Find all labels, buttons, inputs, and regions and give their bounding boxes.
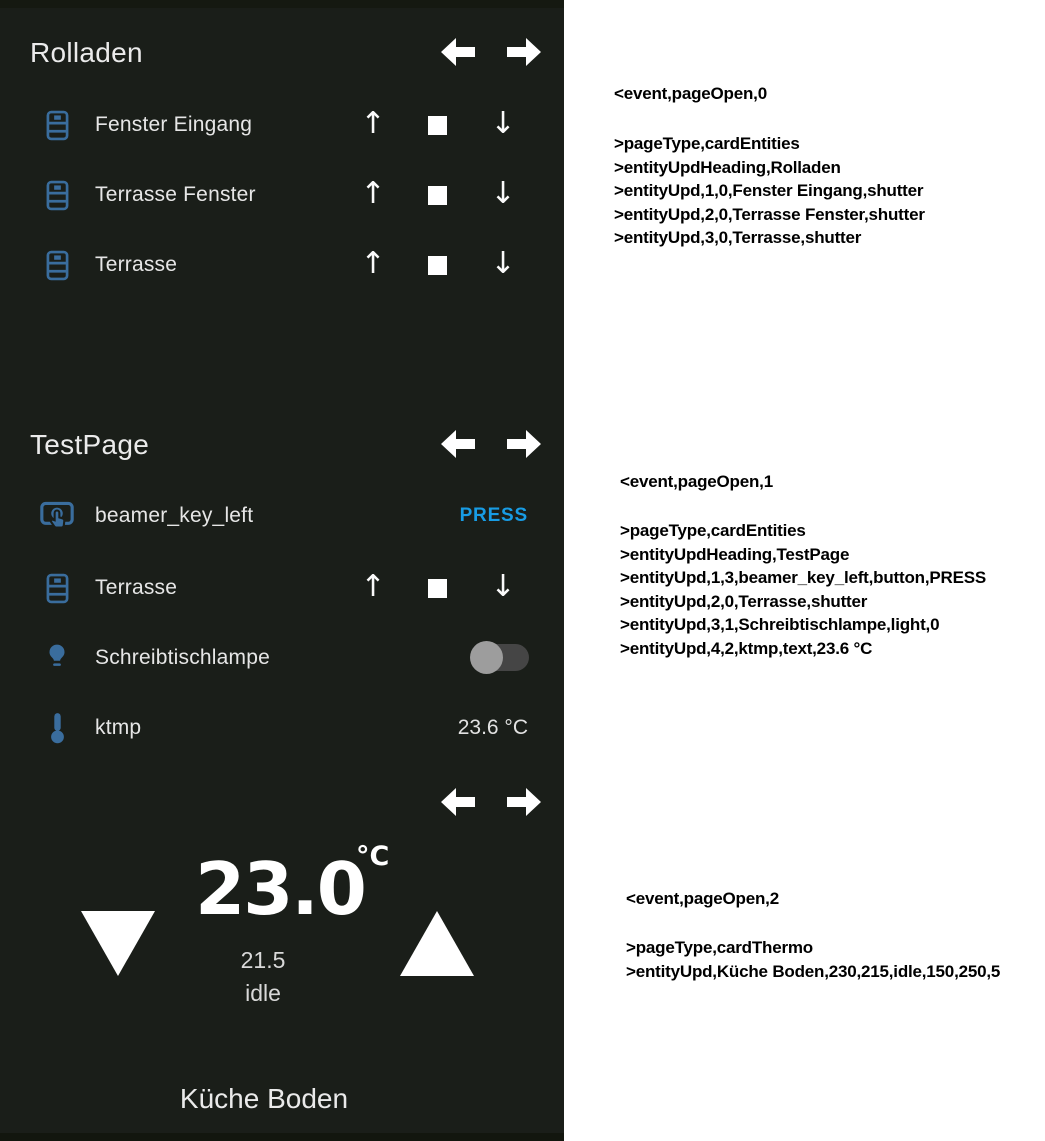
log-line: >pageType,cardEntities (620, 521, 806, 540)
thermostat-name: Küche Boden (179, 1083, 349, 1114)
log-event-line: <event,pageOpen,0 (614, 84, 767, 103)
gesture-tap-icon (39, 492, 75, 540)
log-line: >pageType,cardThermo (626, 938, 813, 957)
shutter-stop-button[interactable] (428, 116, 447, 135)
shutter-stop-button[interactable] (428, 579, 447, 598)
hvac-state: idle (245, 980, 281, 1006)
log-line: >entityUpd,3,1,Schreibtischlampe,light,0 (620, 615, 940, 635)
entity-label: Schreibtischlampe (95, 646, 270, 669)
arrow-left-icon (436, 427, 480, 461)
nav-next-button[interactable] (502, 32, 546, 72)
shutter-up-button[interactable]: ↑ (360, 246, 386, 281)
log-line: >entityUpdHeading,Rolladen (614, 157, 841, 177)
log-block (620, 472, 773, 496)
screen-top-edge (0, 0, 564, 8)
nav-next-button[interactable] (502, 782, 546, 822)
nav-prev-button[interactable] (436, 424, 480, 464)
log-block-lines (626, 936, 1000, 983)
thermometer-icon (42, 704, 72, 752)
nav-next-button[interactable] (502, 424, 546, 464)
shutter-stop-button[interactable] (428, 256, 447, 275)
entity-row (0, 101, 564, 149)
arrow-left-icon (436, 35, 480, 69)
arrow-left-icon (436, 785, 480, 819)
shutter-icon (42, 171, 72, 219)
triangle-down-icon (78, 965, 158, 982)
arrow-right-icon (502, 35, 546, 69)
page-heading-rolladen: Rolladen (30, 37, 143, 68)
current-temperature: 23.0 (195, 847, 365, 931)
page-heading-testpage: TestPage (30, 429, 150, 460)
log-block (626, 889, 779, 913)
shutter-down-button[interactable]: ↓ (490, 246, 516, 281)
entity-label: Terrasse (95, 576, 178, 599)
arrow-right-icon (502, 785, 546, 819)
shutter-icon (42, 241, 72, 289)
log-line: >entityUpdHeading,TestPage (620, 544, 850, 564)
log-line: >entityUpd,1,3,beamer_key_left,button,PRESS (620, 568, 986, 588)
shutter-icon (42, 101, 72, 149)
nav-prev-button[interactable] (436, 782, 480, 822)
entity-row (0, 492, 564, 540)
entity-value: 23.6 °C (457, 716, 528, 739)
shutter-down-button[interactable]: ↓ (490, 569, 516, 604)
log-event-line: <event,pageOpen,2 (626, 889, 779, 908)
entity-label: Terrasse (95, 253, 178, 276)
temperature-unit: °C (356, 841, 390, 872)
shutter-up-button[interactable]: ↑ (360, 176, 386, 211)
arrow-right-icon (502, 427, 546, 461)
entity-row (0, 171, 564, 219)
temp-increase-button[interactable] (397, 909, 477, 978)
entity-label: Terrasse Fenster (95, 183, 256, 206)
shutter-up-button[interactable]: ↑ (360, 569, 386, 604)
log-line: >pageType,cardEntities (614, 134, 800, 153)
log-line: >entityUpd,3,0,Terrasse,shutter (614, 228, 862, 248)
nav-prev-button[interactable] (436, 32, 480, 72)
entity-row (0, 564, 564, 612)
lightbulb-icon (42, 634, 72, 682)
toggle-knob-icon (470, 641, 503, 674)
press-button[interactable]: PRESS (460, 492, 528, 540)
shutter-icon (42, 564, 72, 612)
entity-row (0, 241, 564, 289)
entity-label: ktmp (95, 716, 142, 739)
log-line: >entityUpd,4,2,ktmp,text,23.6 °C (620, 638, 873, 658)
log-block (614, 84, 767, 108)
log-line: >entityUpd,2,0,Terrasse Fenster,shutter (614, 204, 925, 224)
log-event-line: <event,pageOpen,1 (620, 472, 773, 491)
log-line: >entityUpd,1,0,Fenster Eingang,shutter (614, 181, 924, 201)
log-block-lines (614, 132, 925, 250)
screen-bottom-edge (0, 1133, 564, 1141)
triangle-up-icon (397, 965, 477, 982)
shutter-down-button[interactable]: ↓ (490, 176, 516, 211)
shutter-down-button[interactable]: ↓ (490, 106, 516, 141)
target-temperature: 21.5 (240, 947, 286, 973)
entity-row (0, 704, 564, 752)
shutter-stop-button[interactable] (428, 186, 447, 205)
log-line: >entityUpd,2,0,Terrasse,shutter (620, 591, 868, 611)
entity-label: Fenster Eingang (95, 113, 253, 136)
temp-decrease-button[interactable] (78, 909, 158, 978)
shutter-up-button[interactable]: ↑ (360, 106, 386, 141)
light-toggle[interactable] (470, 641, 529, 674)
log-line: >entityUpd,Küche Boden,230,215,idle,150,250,5 (626, 961, 1001, 981)
log-block-lines (620, 519, 986, 661)
entity-label: beamer_key_left (95, 504, 254, 527)
